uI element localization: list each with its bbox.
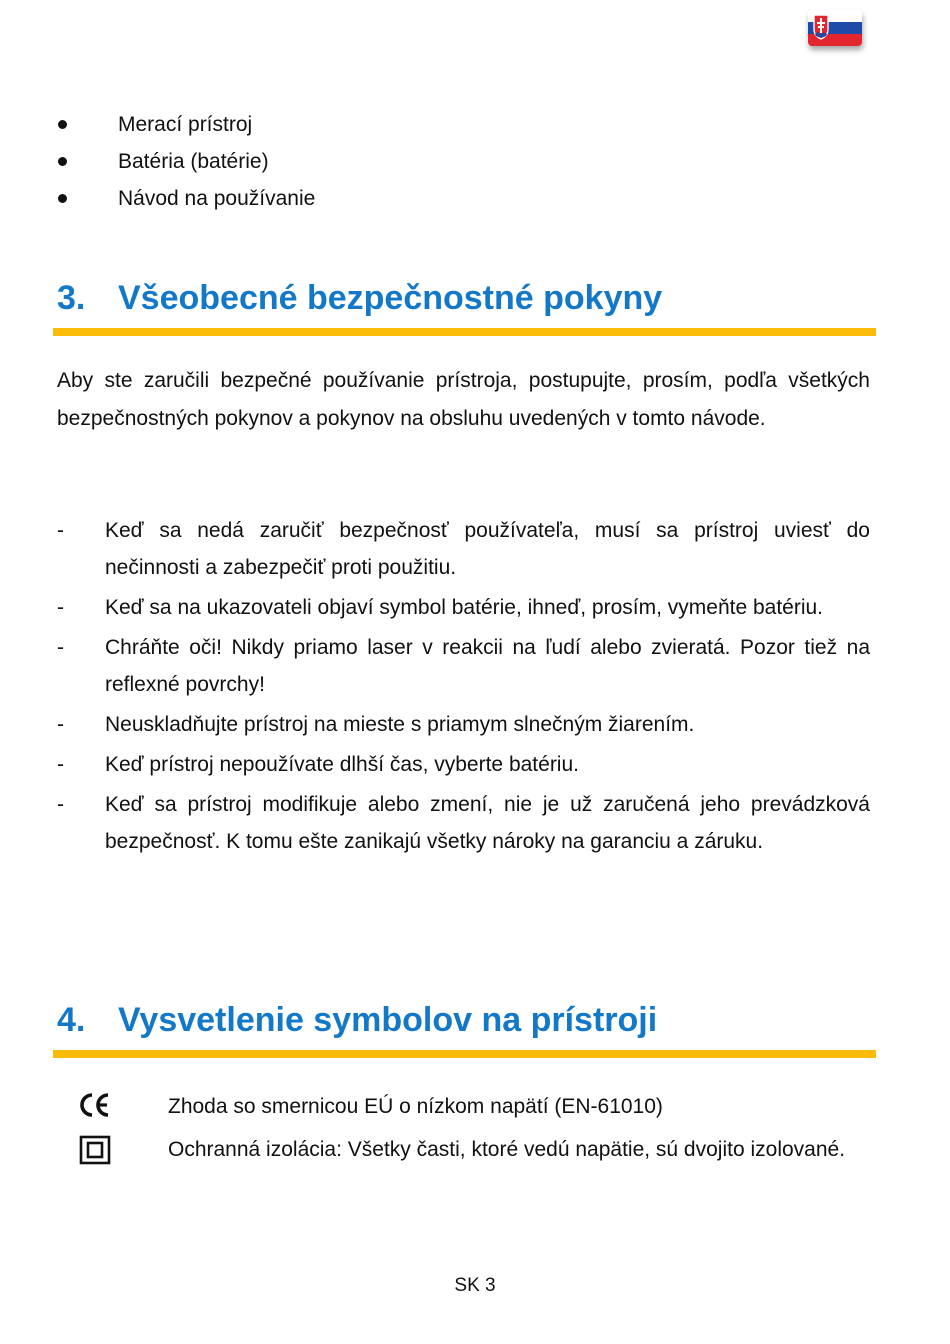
section-number: 3. xyxy=(57,279,86,317)
bullet-icon xyxy=(58,157,67,166)
bullet-icon xyxy=(58,120,67,129)
symbol-row: Zhoda so smernicou EÚ o nízkom napätí (EN-61010) xyxy=(78,1088,900,1125)
section-divider xyxy=(53,328,876,336)
dash-marker: - xyxy=(57,596,64,619)
symbols-list xyxy=(78,1088,900,1174)
list-item: - Keď sa nedá zaručiť bezpečnosť používateľa, musí sa prístroj uviesť do nečinnosti a zabezpečiť proti použitiu. xyxy=(57,512,870,586)
list-item: - Keď sa prístroj modifikuje alebo zmení, nie je už zaručená jeho prevádzková bezpečnosť. K tomu ešte zanikajú všetky nároky na garanciu a záruku. xyxy=(57,786,870,860)
safety-instructions-list xyxy=(57,512,870,863)
list-item: - Keď sa na ukazovateli objaví symbol batérie, ihneď, prosím, vymeňte batériu. xyxy=(57,589,870,626)
list-item: - Neuskladňujte prístroj na mieste s priamym slnečným žiarením. xyxy=(57,706,870,743)
list-item: - Keď prístroj nepoužívate dlhší čas, vyberte batériu. xyxy=(57,746,870,783)
dash-marker: - xyxy=(57,636,64,659)
symbol-row: Ochranná izolácia: Všetky časti, ktoré vedú napätie, sú dvojito izolované. xyxy=(78,1131,900,1168)
section-title: Vysvetlenie symbolov na prístroji xyxy=(118,1001,658,1039)
dash-marker: - xyxy=(57,713,64,736)
double-insulation-icon xyxy=(78,1134,112,1166)
flag-coat-of-arms-icon xyxy=(813,14,829,40)
dash-marker: - xyxy=(57,753,64,776)
section-title: Všeobecné bezpečnostné pokyny xyxy=(118,279,663,317)
dash-marker: - xyxy=(57,793,64,816)
bullet-icon xyxy=(58,194,67,203)
section-divider xyxy=(53,1050,876,1058)
slovak-flag-icon xyxy=(808,10,862,46)
ce-mark-icon xyxy=(78,1091,112,1119)
dash-marker: - xyxy=(57,519,64,542)
section-3-intro: Aby ste zaručili bezpečné používanie prístroja, postupujte, prosím, podľa všetkých bezpečnostných pokynov a pokynov na obsluhu uvedených v tomto návode. xyxy=(57,369,870,430)
section-number: 4. xyxy=(57,1001,86,1039)
list-item: - Chráňte oči! Nikdy priamo laser v reakcii na ľudí alebo zvieratá. Pozor tiež na reflexné povrchy! xyxy=(57,629,870,703)
page-number: SK 3 xyxy=(454,1275,496,1296)
